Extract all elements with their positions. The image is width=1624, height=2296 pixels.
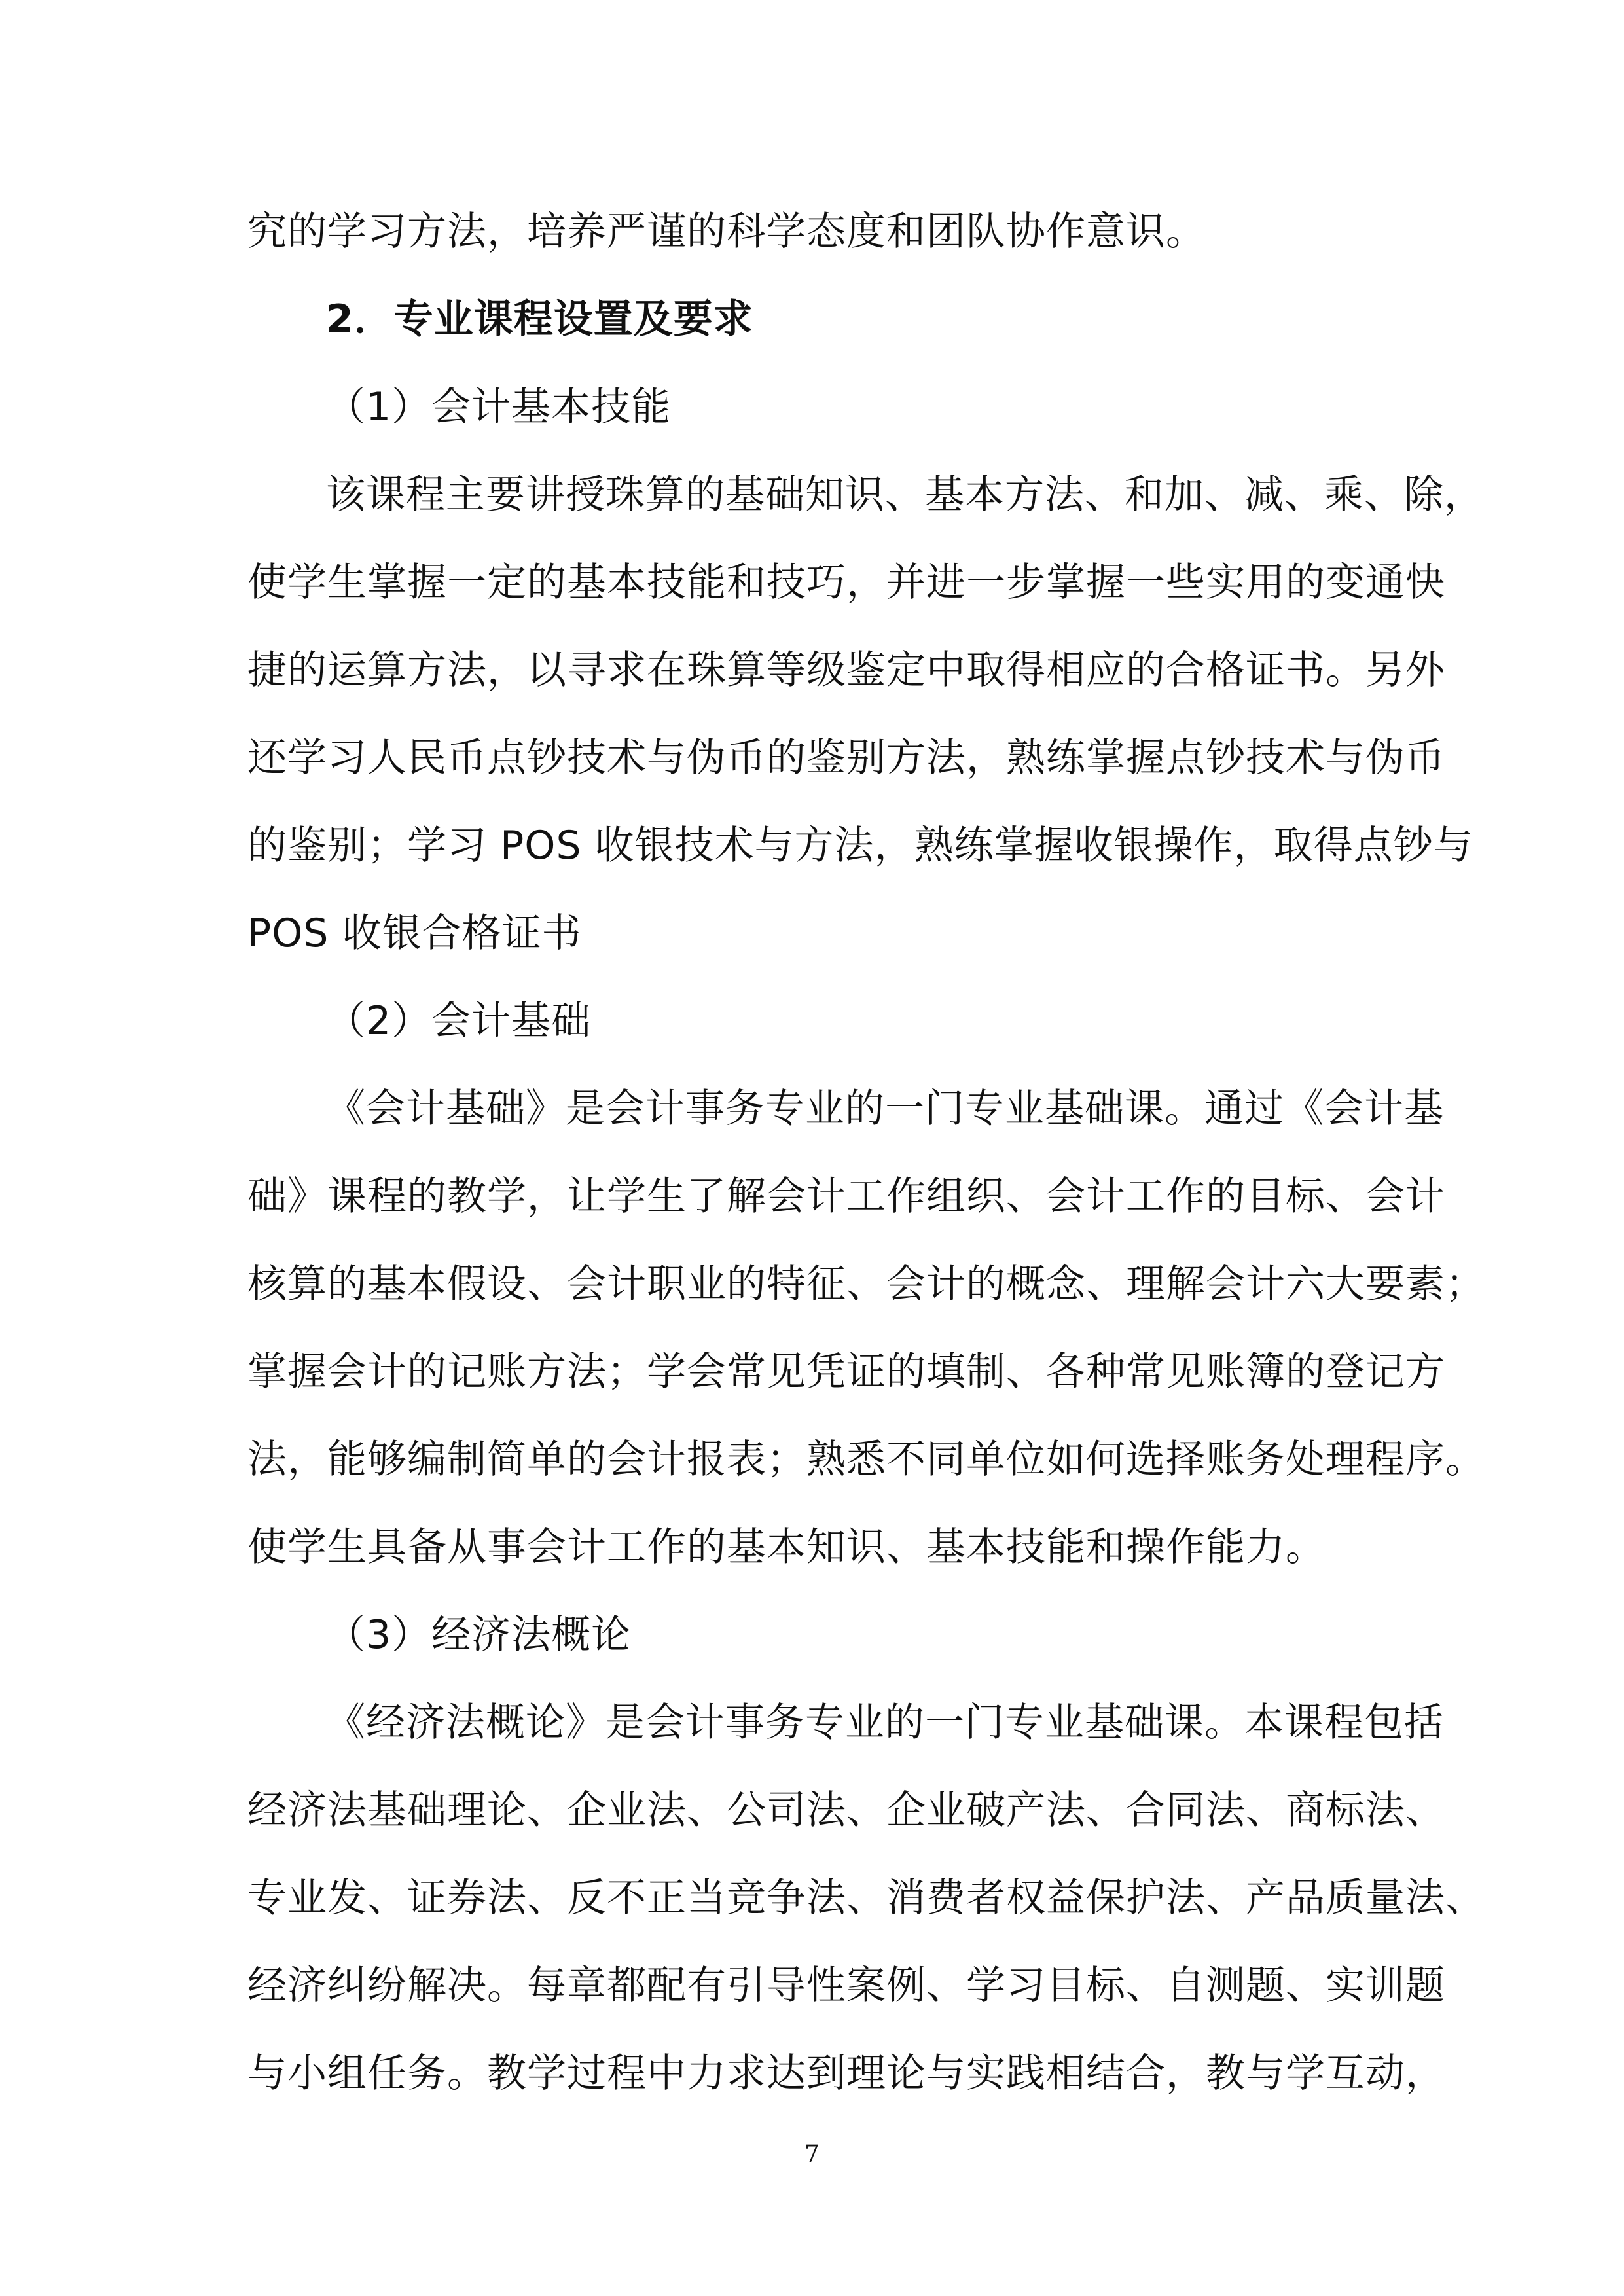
paragraph-line: 法，能够编制简单的会计报表；熟悉不同单位如何选择账务处理程序。 xyxy=(247,1437,1485,1482)
paragraph-line: 与小组任务。教学过程中力求达到理论与实践相结合，教与学互动， xyxy=(247,2051,1445,2096)
paragraph-line: 专业发、证券法、反不正当竞争法、消费者权益保护法、产品质量法、 xyxy=(247,1875,1485,1921)
paragraph-line: 础》课程的教学，让学生了解会计工作组织、会计工作的目标、会计 xyxy=(247,1174,1445,1219)
paragraph-line: 《经济法概论》是会计事务专业的一门专业基础课。本课程包括 xyxy=(326,1700,1444,1746)
paragraph-line: 掌握会计的记账方法；学会常见凭证的填制、各种常见账簿的登记方 xyxy=(247,1349,1445,1395)
paragraph-line: 《会计基础》是会计事务专业的一门专业基础课。通过《会计基 xyxy=(326,1086,1444,1132)
page-number: 7 xyxy=(804,2141,820,2168)
section-heading: 2．专业课程设置及要求 xyxy=(326,296,753,342)
paragraph-line: 该课程主要讲授珠算的基础知识、基本方法、和加、减、乘、除， xyxy=(326,472,1484,518)
paragraph-line: 使学生掌握一定的基本技能和技巧，并进一步掌握一些实用的变通快 xyxy=(247,560,1445,605)
paragraph-line: 的鉴别；学习 POS 收银技术与方法，熟练掌握收银操作，取得点钞与 xyxy=(247,823,1473,869)
paragraph-line: 核算的基本假设、会计职业的特征、会计的概念、理解会计六大要素； xyxy=(247,1261,1485,1307)
paragraph-line: 捷的运算方法，以寻求在珠算等级鉴定中取得相应的合格证书。另外 xyxy=(247,647,1445,693)
paragraph-line: 经济法基础理论、企业法、公司法、企业破产法、合同法、商标法、 xyxy=(247,1787,1445,1833)
paragraph-line: 使学生具备从事会计工作的基本知识、基本技能和操作能力。 xyxy=(247,1524,1326,1570)
paragraph-line: POS 收银合格证书 xyxy=(247,910,582,956)
subsection-heading: （2）会计基础 xyxy=(326,998,592,1044)
subsection-heading: （1）会计基本技能 xyxy=(326,384,672,430)
paragraph-line: 经济纠纷解决。每章都配有引导性案例、学习目标、自测题、实训题 xyxy=(247,1963,1445,2009)
paragraph-line: 还学习人民币点钞技术与伪币的鉴别方法，熟练掌握点钞技术与伪币 xyxy=(247,735,1445,781)
paragraph-line: 究的学习方法，培养严谨的科学态度和团队协作意识。 xyxy=(247,209,1206,255)
subsection-heading: （3）经济法概论 xyxy=(326,1612,632,1658)
